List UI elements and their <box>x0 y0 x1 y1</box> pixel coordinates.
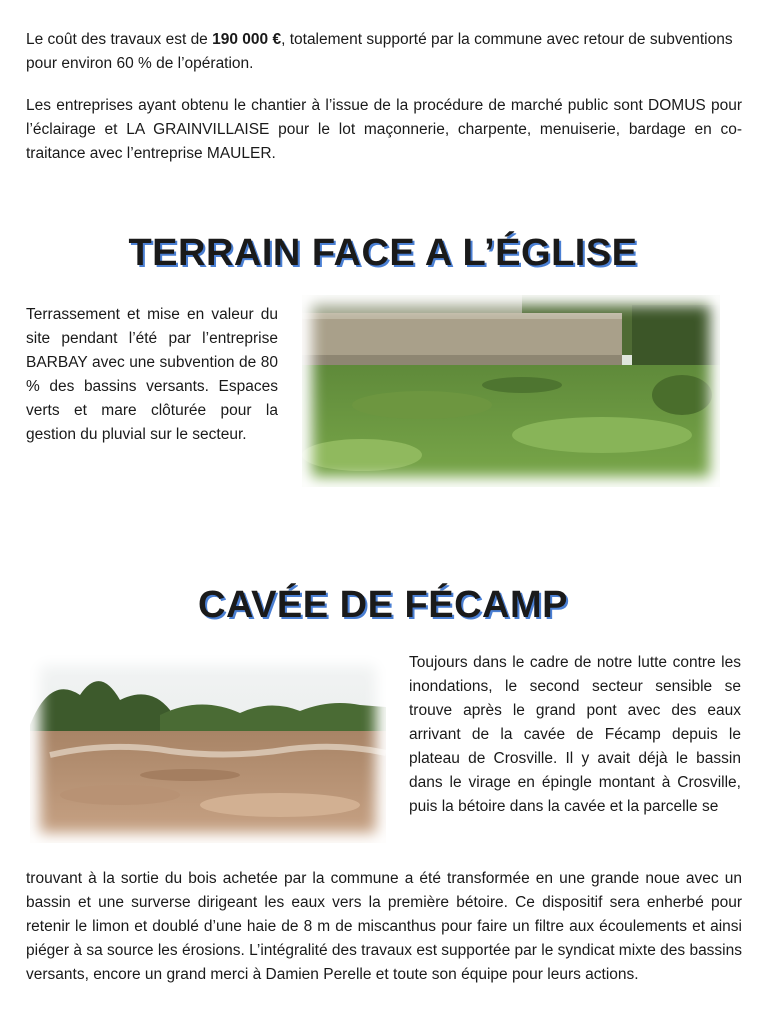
terrain-photo <box>302 295 720 487</box>
cavee-description-side: Toujours dans le cadre de notre lutte contre les inondations, le second secteur sensible se trouve après le grand pont avec des eaux arrivant de la cavée de Fécamp depuis le plateau de Crosville. Il y avait déjà le bassin dans le virage en épingle montant à Crosville, puis la bétoire dans la cavée et la parcelle se <box>409 654 741 815</box>
section-title-terrain: TERRAIN FACE A L’ÉGLISE <box>128 232 638 274</box>
cost-amount: 190 000 € <box>212 31 282 48</box>
cavee-description-continued: trouvant à la sortie du bois achetée par la commune a été transformée en une grande noue avec un bassin et une surverse dirigeant les eaux vers la première bétoire. Ce dispositif sera enherbé pour retenir le limon et doublé d’une haie de 8 m de miscanthus pour faire un filtre aux écoulements et ainsi piéger à sa source les érosions. L’intégralité des travaux est supportée par le syndicat mixte des bassins versants, encore un grand merci à Damien Perelle et toute son équipe pour leurs actions. <box>26 870 742 983</box>
cost-text-end: , totalement supporté par la commune avec retour de subventions pour environ 60 % de l’opération. <box>26 31 733 72</box>
cost-text-start: Le coût des travaux est de <box>26 31 213 48</box>
cavee-photo <box>30 655 386 843</box>
terrain-description: Terrassement et mise en valeur du site pendant l’été par l’entreprise BARBAY avec une subvention de 80 % des bassins versants. Espaces verts et mare clôturée pour la gestion du pluvial sur le secteur. <box>26 306 278 443</box>
contractors-paragraph: Les entreprises ayant obtenu le chantier à l’issue de la procédure de marché public sont DOMUS pour l’éclairage et LA GRAINVILLAISE pour le lot maçonnerie, charpente, menuiserie, bardage en co-traitance avec l’entreprise MAULER. <box>26 97 742 162</box>
section-title-cavee: CAVÉE DE FÉCAMP <box>198 584 568 626</box>
cost-paragraph <box>26 28 742 76</box>
